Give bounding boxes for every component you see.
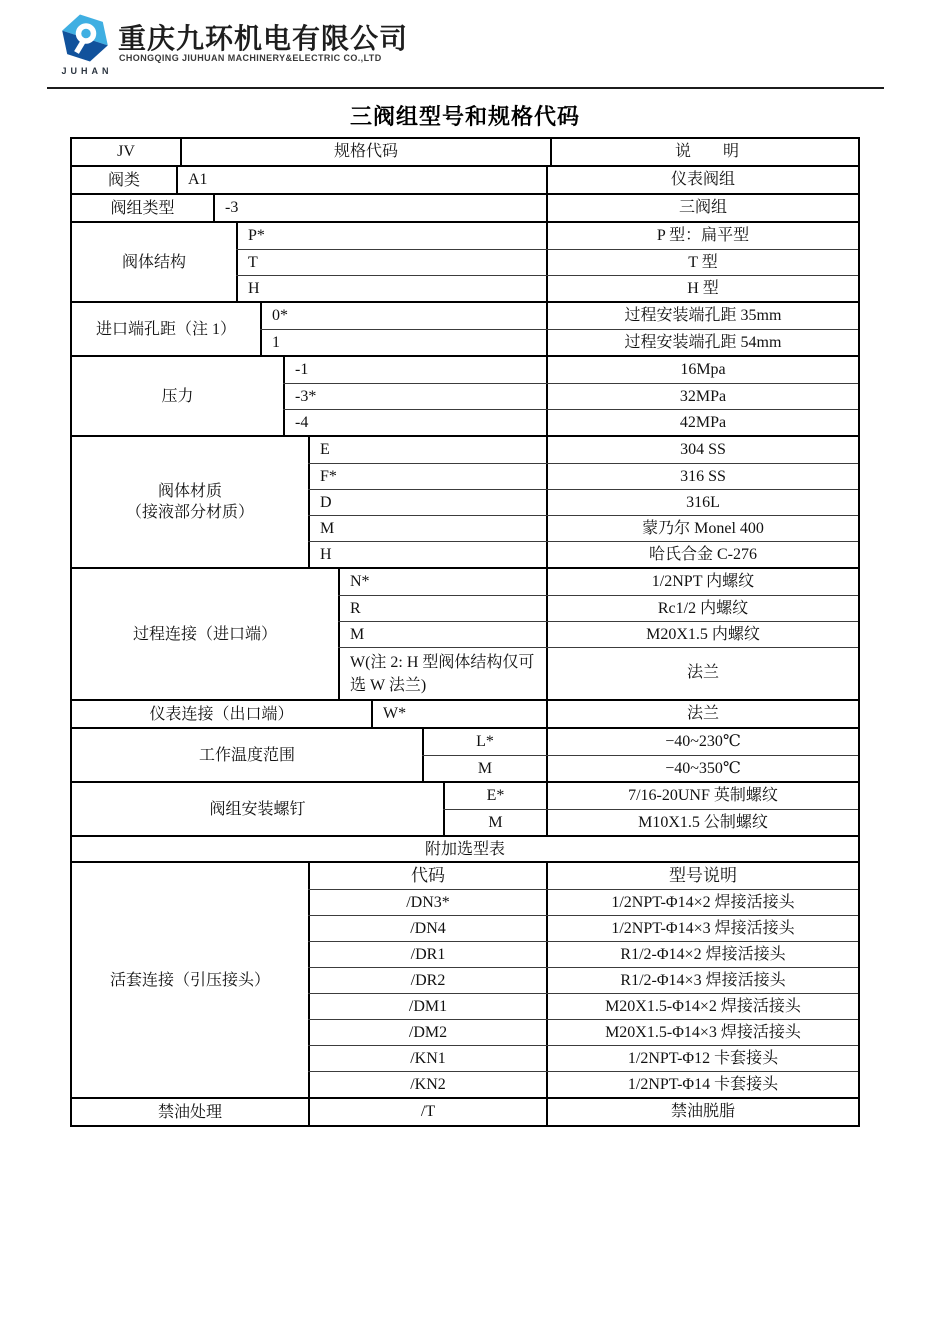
- table-row: [283, 383, 858, 409]
- spec-code-cell: /DR2: [308, 968, 546, 993]
- spec-code-cell: P*: [236, 223, 546, 249]
- group-label: [72, 437, 308, 567]
- spec-code-cell: /DM1: [308, 994, 546, 1019]
- company-logo-icon: [59, 12, 111, 64]
- desc-cell: 蒙乃尔 Monel 400: [546, 516, 858, 541]
- table-row: [422, 755, 858, 781]
- desc-cell: 三阀组: [546, 195, 858, 221]
- spec-code-cell: E*: [443, 783, 546, 809]
- table-row: [308, 1045, 858, 1071]
- page-title: 三阀组型号和规格代码: [349, 104, 580, 129]
- table-row: [213, 195, 858, 221]
- bottom-head-desc: 型号说明: [546, 863, 858, 889]
- desc-cell: 1/2NPT 内螺纹: [546, 569, 858, 595]
- spec-code-cell: 0*: [260, 303, 546, 329]
- group-label: 过程连接（进口端）: [132, 625, 277, 643]
- spec-code-cell: H: [308, 542, 546, 567]
- head-jv: JV: [117, 143, 135, 160]
- spec-code-cell: /KN2: [308, 1072, 546, 1097]
- desc-cell: 哈氏合金 C-276: [546, 542, 858, 567]
- bottom-head-code: 代码: [308, 863, 546, 889]
- group-label: 禁油处理: [157, 1103, 222, 1121]
- desc-cell: R1/2-Φ14×2 焊接活接头: [546, 942, 858, 967]
- group-working-temperature: [72, 727, 858, 781]
- spec-code-cell: /DN4: [308, 916, 546, 941]
- group-label: 仪表连接（出口端）: [149, 705, 294, 723]
- header-divider: [47, 87, 884, 89]
- desc-cell: 禁油脱脂: [546, 1099, 858, 1125]
- desc-cell: 16Mpa: [546, 357, 858, 383]
- group-union-connection: [72, 861, 858, 1097]
- spec-code-cell: -3*: [283, 384, 546, 409]
- additional-options-section-title: 附加选型表: [72, 835, 858, 861]
- desc-cell: 7/16-20UNF 英制螺纹: [546, 783, 858, 809]
- table-row: [236, 249, 858, 275]
- table-row: [308, 1071, 858, 1097]
- desc-cell: P 型：扁平型: [546, 223, 858, 249]
- table-row: [308, 463, 858, 489]
- table-row: [308, 541, 858, 567]
- spec-code-cell: R: [338, 596, 546, 621]
- group-valve-class: [72, 165, 858, 193]
- table-row: [308, 863, 858, 889]
- group-label: 阀组类型: [110, 199, 175, 217]
- spec-code-cell: M: [338, 622, 546, 647]
- desc-cell: M20X1.5-Φ14×3 焊接活接头: [546, 1020, 858, 1045]
- group-label: 工作温度范围: [198, 746, 295, 764]
- group-label-line2: （接液部分材质）: [125, 504, 254, 521]
- spec-code-cell: -3: [213, 195, 546, 221]
- desc-cell: 316L: [546, 490, 858, 515]
- spec-code-cell: -1: [283, 357, 546, 383]
- table-row: [308, 993, 858, 1019]
- head-spec-code: 规格代码: [180, 139, 550, 165]
- desc-cell: H 型: [546, 276, 858, 301]
- group-manifold-type: [72, 193, 858, 221]
- desc-cell: M20X1.5 内螺纹: [546, 622, 858, 647]
- table-row: [308, 437, 858, 463]
- spec-code-cell: H: [236, 276, 546, 301]
- company-name-cn: 重庆九环机电有限公司: [118, 24, 409, 55]
- table-row: [338, 647, 858, 699]
- table-row: [72, 139, 862, 165]
- table-row: [308, 1099, 858, 1125]
- table-row: [422, 729, 858, 755]
- spec-code-cell: M: [422, 756, 546, 781]
- desc-cell: 仪表阀组: [546, 167, 858, 193]
- group-inlet-hole-spacing: [72, 301, 858, 355]
- table-row: [371, 701, 858, 727]
- table-row: [260, 303, 858, 329]
- desc-cell: 42MPa: [546, 410, 858, 435]
- table-row: [176, 167, 858, 193]
- desc-cell: 过程安装端孔距 35mm: [546, 303, 858, 329]
- table-row: [338, 569, 858, 595]
- spec-code-cell: -4: [283, 410, 546, 435]
- group-oil-free-treatment: [72, 1097, 858, 1125]
- desc-cell: −40~230℃: [546, 729, 858, 755]
- spec-code-cell: /DM2: [308, 1020, 546, 1045]
- table-row: [283, 409, 858, 435]
- table-row: [236, 275, 858, 301]
- spec-code-cell: M: [443, 810, 546, 835]
- spec-code-cell: N*: [338, 569, 546, 595]
- desc-cell: M10X1.5 公制螺纹: [546, 810, 858, 835]
- desc-cell: 法兰: [546, 648, 858, 699]
- group-label: 阀体结构: [121, 253, 186, 271]
- brand-name: JUHAN: [61, 66, 113, 76]
- desc-cell: 法兰: [546, 701, 858, 727]
- spec-code-cell: L*: [422, 729, 546, 755]
- spec-code-cell: W(注 2: H 型阀体结构仅可选 W 法兰): [338, 648, 546, 699]
- group-label: 活套连接（引压接头）: [109, 971, 270, 989]
- table-row: [443, 809, 858, 835]
- spec-code-cell: /KN1: [308, 1046, 546, 1071]
- group-label-line1: 阀体材质: [157, 483, 222, 500]
- desc-cell: 1/2NPT-Φ14×2 焊接活接头: [546, 890, 858, 915]
- group-body-material: [72, 435, 858, 567]
- desc-cell: M20X1.5-Φ14×2 焊接活接头: [546, 994, 858, 1019]
- desc-cell: T 型: [546, 250, 858, 275]
- table-row: [443, 783, 858, 809]
- desc-cell: −40~350℃: [546, 756, 858, 781]
- table-row: [338, 595, 858, 621]
- group-instrument-connection: [72, 699, 858, 727]
- head-description: 说 明: [550, 139, 862, 165]
- spec-code-cell: T: [236, 250, 546, 275]
- table-row: [308, 941, 858, 967]
- desc-cell: 304 SS: [546, 437, 858, 463]
- table-row: [308, 889, 858, 915]
- table-head-row: [72, 139, 858, 165]
- spec-code-cell: 1: [260, 330, 546, 355]
- desc-cell: 32MPa: [546, 384, 858, 409]
- group-label: 压力: [161, 387, 194, 405]
- table-row: [308, 915, 858, 941]
- group-label: 阀类: [107, 171, 140, 189]
- spec-table: [70, 137, 860, 1127]
- group-label: 阀组安装螺钉: [209, 800, 306, 818]
- desc-cell: Rc1/2 内螺纹: [546, 596, 858, 621]
- desc-cell: 1/2NPT-Φ14 卡套接头: [546, 1072, 858, 1097]
- spec-code-cell: M: [308, 516, 546, 541]
- table-row: [308, 1019, 858, 1045]
- table-row: [236, 223, 858, 249]
- group-mounting-screws: [72, 781, 858, 835]
- spec-code-cell: F*: [308, 464, 546, 489]
- desc-cell: 316 SS: [546, 464, 858, 489]
- table-row: [260, 329, 858, 355]
- table-row: [338, 621, 858, 647]
- group-body-structure: [72, 221, 858, 301]
- spec-code-cell: W*: [371, 701, 546, 727]
- spec-code-cell: /DR1: [308, 942, 546, 967]
- spec-code-cell: A1: [176, 167, 546, 193]
- spec-code-cell: /T: [308, 1099, 546, 1125]
- company-name-en: CHONGQING JIUHUAN MACHINERY&ELECTRIC CO.,LTD: [119, 53, 382, 63]
- company-logo: [53, 12, 117, 76]
- desc-cell: 1/2NPT-Φ14×3 焊接活接头: [546, 916, 858, 941]
- table-row: [308, 489, 858, 515]
- spec-code-cell: D: [308, 490, 546, 515]
- desc-cell: 1/2NPT-Φ12 卡套接头: [546, 1046, 858, 1071]
- group-process-connection: [72, 567, 858, 699]
- spec-code-cell: E: [308, 437, 546, 463]
- spec-code-cell: /DN3*: [308, 890, 546, 915]
- desc-cell: R1/2-Φ14×3 焊接活接头: [546, 968, 858, 993]
- table-row: [308, 967, 858, 993]
- table-row: [283, 357, 858, 383]
- desc-cell: 过程安装端孔距 54mm: [546, 330, 858, 355]
- group-label: 进口端孔距（注 1）: [95, 320, 236, 338]
- table-row: [308, 515, 858, 541]
- group-pressure: [72, 355, 858, 435]
